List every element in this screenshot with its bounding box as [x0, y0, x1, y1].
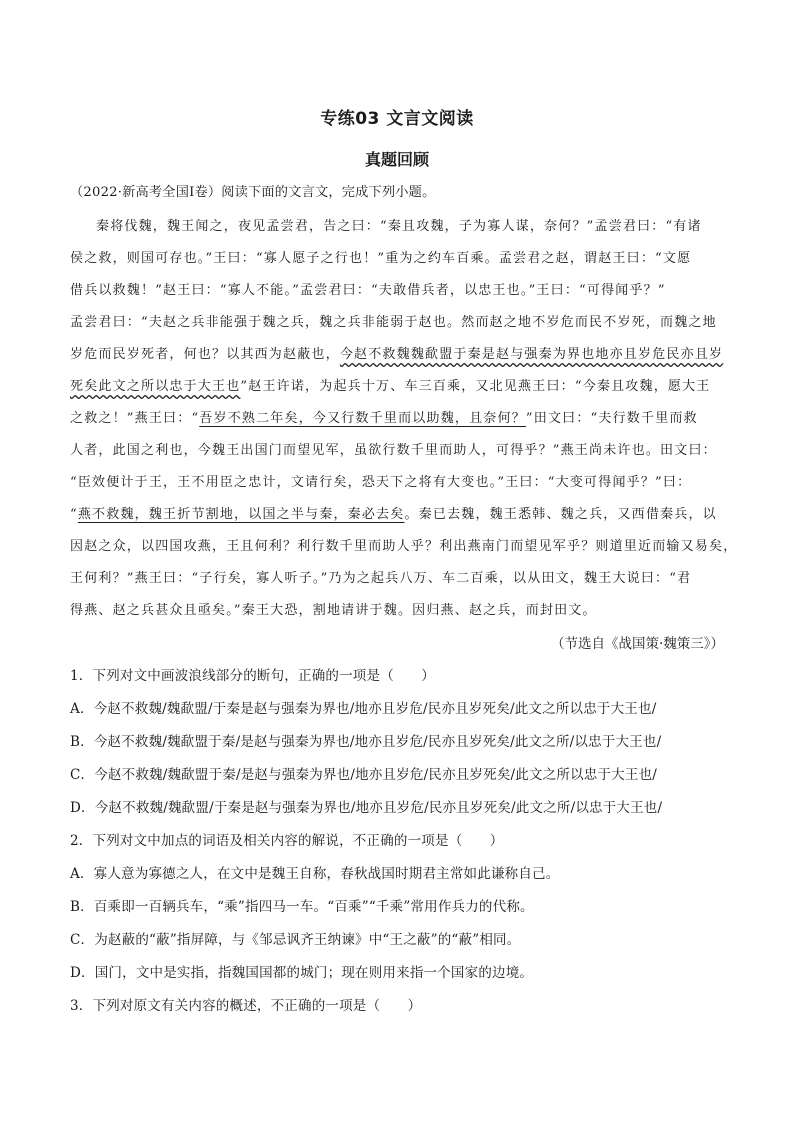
- passage-line: [70, 505, 717, 525]
- question-stem: 3．下列对原文有关内容的概述，不正确的一项是（ ）: [70, 998, 422, 1014]
- question-stem: 1．下列对文中画波浪线部分的断句，正确的一项是（ ）: [70, 668, 435, 684]
- passage-line: [70, 345, 723, 365]
- passage-line: 人者，此国之利也，今魏王出国门而望见军，虽欲行数千里而助人，可得乎？”燕王尚未许也。田文曰：: [70, 443, 717, 458]
- passage-text: 岁危而民岁死者，何也？以其西为赵蔽也，: [70, 347, 340, 362]
- intro-text: （2022·新高考全国Ⅰ卷）阅读下面的文言文，完成下列小题。: [70, 185, 436, 200]
- passage-text: ”赵王许诺，为起兵十万、车三百乘，又北见燕王曰：“今秦且攻魏，愿大王: [240, 379, 711, 394]
- page-title: 专练03 文言文阅读: [320, 109, 474, 129]
- option-b: B．今赵不救魏/魏歃盟于秦/是赵与强秦为界也/地亦且岁危/民亦且岁死矣/此文之所/以忠于大王也/: [70, 734, 662, 750]
- passage-line: “臣效便计于王，王不用臣之忠计，文请行矣，恐天下之将有大变也。”王曰：“大变可得闻乎？”曰：: [70, 475, 692, 490]
- passage-line: 秦将伐魏，魏王闻之，夜见孟尝君，告之曰：“秦且攻魏，子为寡人谋，奈何？”孟尝君曰：“有诸: [96, 219, 702, 234]
- section-title: 真题回顾: [364, 150, 429, 169]
- passage-text: ”田文曰：“夫行数千里而救: [525, 411, 698, 426]
- passage-line: 孟尝君曰：“夫赵之兵非能强于魏之兵，魏之兵非能弱于赵也。然而赵之地不岁危而民不岁死，而魏之地: [70, 315, 717, 330]
- underlined-text: 吾岁不熟二年矣，今又行数千里而以助魏，且奈何？: [199, 411, 526, 426]
- passage-line: [70, 377, 711, 397]
- passage-text: 之救之！”燕王曰：“: [70, 411, 200, 426]
- wavy-underlined-text: 死矣此文之所以忠于大王也: [70, 379, 241, 394]
- option-a: A．今赵不救魏/魏歃盟/于秦是赵与强秦为界也/地亦且岁危/民亦且岁死矣/此文之所以忠于大王也/: [70, 701, 657, 717]
- option-d: D．国门，文中是实指，指魏国国都的城门；现在则用来指一个国家的边境。: [70, 965, 534, 981]
- passage-line: 借兵以救魏！”赵王曰：“寡人不能。”孟尝君曰：“夫敢借兵者，以忠王也。”王曰：“可得闻乎？”: [70, 283, 666, 298]
- passage-line: 侯之救，则国可存也。”王曰：“寡人愿子之行也！”重为之约车百乘。孟尝君之赵，谓赵王曰：“文愿: [70, 251, 692, 266]
- passage-line: [70, 409, 698, 429]
- passage-line: 王何利？”燕王曰：“子行矣，寡人听子。”乃为之起兵八万、车二百乘，以从田文，魏王大说曰：“君: [70, 571, 692, 586]
- option-c: C．今赵不救魏/魏歃盟于秦/是赵与强秦为界也/地亦且岁危/民亦且岁死矣/此文之所以忠于大王也/: [70, 767, 658, 783]
- wavy-underlined-text: 今赵不救魏魏歃盟于秦是赵与强秦为界也地亦且岁危民亦且岁: [339, 347, 724, 362]
- passage-text: “: [70, 507, 78, 522]
- passage-line: 得燕、赵之兵甚众且亟矣。”秦王大恐，割地请讲于魏。因归燕、赵之兵，而封田文。: [70, 603, 597, 618]
- option-b: B．百乘即一百辆兵车，“乘”指四马一车。“百乘”“千乘”常用作兵力的代称。: [70, 899, 534, 915]
- option-c: C．为赵蔽的“蔽”指屏障，与《邹忌讽齐王纳谏》中“王之蔽”的“蔽”相同。: [70, 932, 521, 948]
- passage-line: 因赵之众，以四国攻燕，王且何利？利行数千里而助人乎？利出燕南门而望见军乎？则道里近而输又易矣，: [70, 539, 738, 554]
- option-a: A．寡人意为寡德之人，在文中是魏王自称，春秋战国时期君主常如此谦称自己。: [70, 866, 560, 882]
- underlined-text: 燕不救魏，魏王折节割地，以国之半与秦，秦必去矣: [77, 507, 405, 522]
- option-d: D．今赵不救魏/魏歃盟/于秦是赵与强秦为界也/地亦且岁危/民亦且岁死矣/此文之所/以忠于大王也/: [70, 800, 663, 816]
- passage-text: 。秦已去魏，魏王悉韩、魏之兵，又西借秦兵，以: [404, 507, 717, 522]
- question-stem: 2．下列对文中加点的词语及相关内容的解说，不正确的一项是（ ）: [70, 833, 504, 849]
- source-citation: （节选自《战国策·魏策三》）: [550, 636, 724, 652]
